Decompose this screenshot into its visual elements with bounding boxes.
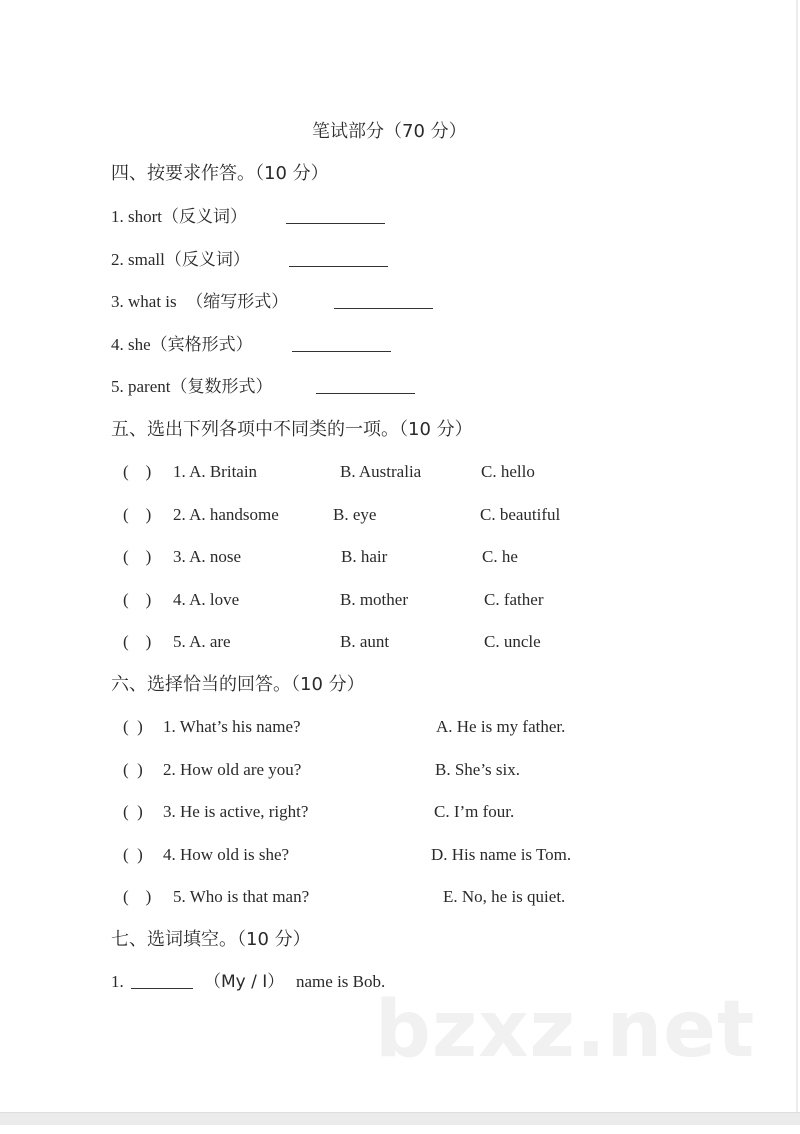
- item-number: 5.: [111, 377, 124, 396]
- section-4-item-3: [111, 292, 288, 312]
- exam-section-title: 笔试部分（70 分）: [312, 121, 467, 142]
- answer-bracket-5-5[interactable]: ( ): [123, 632, 152, 651]
- section-7-item-1-number: 1.: [111, 972, 124, 991]
- section-4-item-4: [111, 335, 253, 355]
- item-number: 2.: [173, 505, 186, 524]
- question-6-5: 5. Who is that man?: [173, 887, 310, 906]
- answer-blank-4-5[interactable]: [316, 377, 415, 399]
- item-hint: （反义词）: [162, 207, 247, 227]
- answer-bracket-5-1[interactable]: ( ): [123, 462, 152, 481]
- answer-blank-4-1[interactable]: [286, 207, 385, 229]
- answer-bracket-5-4[interactable]: ( ): [123, 590, 152, 609]
- answer-blank-4-2[interactable]: [289, 250, 388, 272]
- item-hint: （宾格形式）: [150, 335, 253, 355]
- item-number: 4.: [111, 335, 124, 354]
- item-number: 1.: [111, 207, 124, 226]
- item-number: 3.: [173, 547, 186, 566]
- question-6-1: 1. What’s his name?: [163, 717, 301, 736]
- section-5-item-4: [173, 590, 239, 610]
- option-a: A. Britain: [189, 462, 258, 481]
- item-word: what is: [128, 292, 177, 311]
- section-5-heading: 五、选出下列各项中不同类的一项。（10 分）: [111, 419, 473, 440]
- option-b: B. eye: [333, 505, 377, 524]
- sentence-rest: name is Bob.: [296, 972, 386, 991]
- watermark: bzxz.net: [375, 985, 756, 1075]
- word-options: （My / I）: [204, 972, 285, 992]
- item-number: 2.: [111, 250, 124, 269]
- item-word: short: [128, 207, 162, 226]
- option-c: C. beautiful: [480, 505, 561, 524]
- option-b: B. mother: [340, 590, 408, 609]
- section-5-item-5: [173, 632, 231, 652]
- section-7-heading: 七、选词填空。（10 分）: [111, 929, 311, 950]
- item-number: 1.: [173, 462, 186, 481]
- question-6-4: 4. How old is she?: [163, 845, 290, 864]
- answer-option-a: A. He is my father.: [436, 717, 566, 736]
- question-6-2: 2. How old are you?: [163, 760, 302, 779]
- section-4-item-2: [111, 250, 250, 270]
- section-4-item-1: [111, 207, 247, 227]
- section-6-heading: 六、选择恰当的回答。（10 分）: [111, 674, 365, 695]
- answer-bracket-6-3[interactable]: ( ): [123, 802, 143, 821]
- section-5-item-2: [173, 505, 279, 525]
- answer-bracket-5-2[interactable]: ( ): [123, 505, 152, 524]
- fill-blank-7-1[interactable]: [131, 972, 193, 994]
- answer-bracket-6-1[interactable]: ( ): [123, 717, 143, 736]
- section-5-item-1: [173, 462, 257, 482]
- option-a: A. love: [189, 590, 240, 609]
- option-b: B. Australia: [340, 462, 422, 481]
- answer-bracket-6-2[interactable]: ( ): [123, 760, 143, 779]
- answer-option-d: D. His name is Tom.: [431, 845, 572, 864]
- section-4-item-5: [111, 377, 272, 397]
- item-hint: （复数形式）: [170, 377, 273, 397]
- option-a: A. handsome: [189, 505, 279, 524]
- question-6-3: 3. He is active, right?: [163, 802, 309, 821]
- item-word: she: [128, 335, 151, 354]
- option-a: A. are: [189, 632, 231, 651]
- answer-blank-4-4[interactable]: [292, 335, 391, 357]
- option-b: B. hair: [341, 547, 388, 566]
- answer-blank-4-3[interactable]: [334, 292, 433, 314]
- option-c: C. he: [482, 547, 518, 566]
- option-c: C. hello: [481, 462, 535, 481]
- page-separator: [0, 1112, 800, 1126]
- answer-option-c: C. I’m four.: [434, 802, 515, 821]
- item-hint: （缩写形式）: [180, 292, 289, 312]
- section-5-item-3: [173, 547, 241, 567]
- item-number: 3.: [111, 292, 124, 311]
- next-page-edge: [0, 1125, 800, 1134]
- option-c: C. father: [484, 590, 544, 609]
- answer-option-e: E. No, he is quiet.: [443, 887, 566, 906]
- option-c: C. uncle: [484, 632, 541, 651]
- item-number: 5.: [173, 632, 186, 651]
- answer-bracket-6-4[interactable]: ( ): [123, 845, 143, 864]
- answer-bracket-5-3[interactable]: ( ): [123, 547, 152, 566]
- item-hint: （反义词）: [164, 250, 250, 270]
- option-b: B. aunt: [340, 632, 390, 651]
- section-4-heading: 四、按要求作答。（10 分）: [111, 163, 329, 184]
- answer-bracket-6-5[interactable]: ( ): [123, 887, 152, 906]
- answer-option-b: B. She’s six.: [435, 760, 521, 779]
- item-word: small: [128, 250, 165, 269]
- item-number: 4.: [173, 590, 186, 609]
- item-word: parent: [128, 377, 171, 396]
- option-a: A. nose: [189, 547, 242, 566]
